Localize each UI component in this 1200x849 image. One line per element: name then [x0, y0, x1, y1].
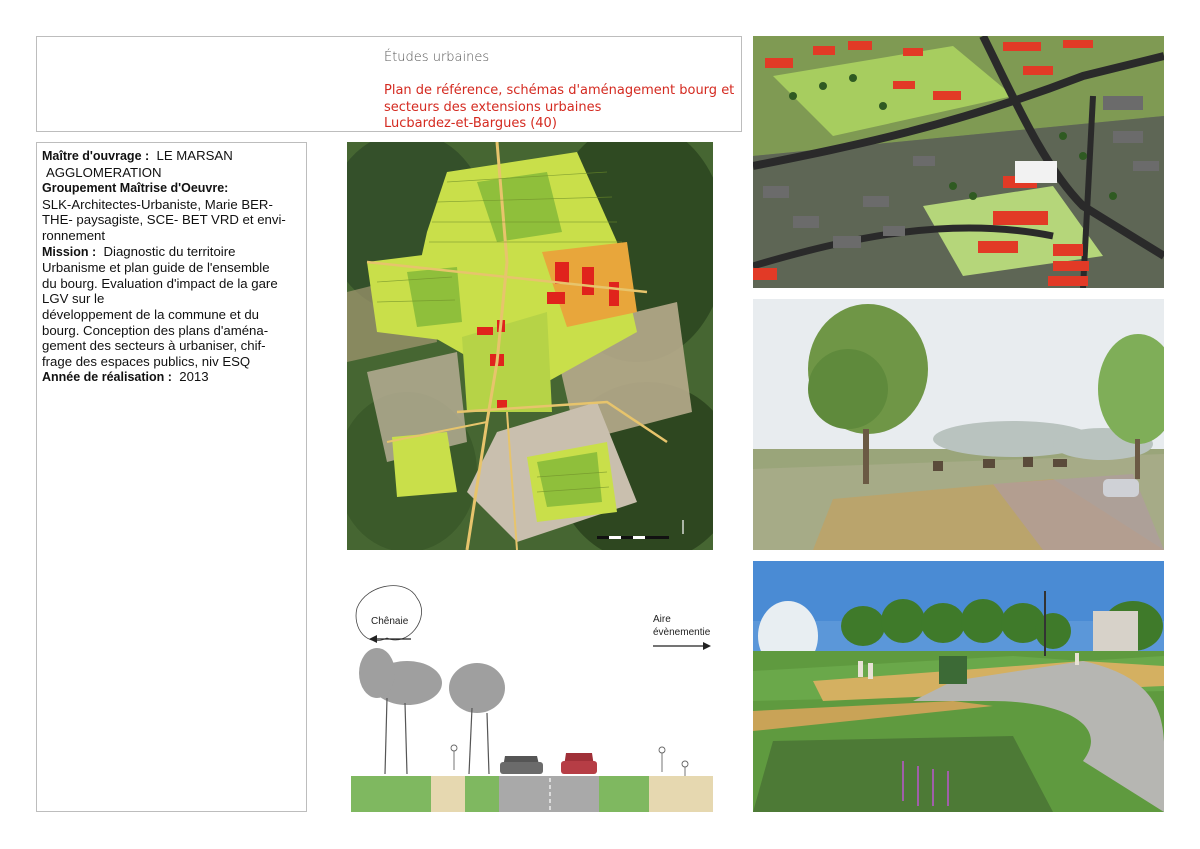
aerial-masterplan-image [347, 142, 713, 550]
year-value: 2013 [179, 369, 209, 385]
header-box [36, 36, 742, 132]
square-perspective-render-image [753, 561, 1164, 812]
project-info-box [36, 142, 307, 812]
section-right-label-2: évènementie [653, 627, 711, 638]
section-left-label: Chênaie [371, 616, 409, 627]
client-value-cont: AGGLOMERATION [46, 164, 162, 180]
team-line: ronnement [42, 227, 106, 243]
mission-line: frage des espaces publics, niv ESQ [42, 353, 251, 369]
project-title [384, 83, 735, 133]
street-section-drawing [347, 578, 713, 812]
client-value: LE MARSAN [156, 148, 233, 163]
3d-aerial-render-image [753, 36, 1164, 288]
year-row [42, 369, 300, 386]
mission-line: développement de la commune et du [42, 306, 260, 322]
client-label: Maître d'ouvrage : [42, 149, 150, 163]
mission-line: du bourg. Evaluation d'impact de la gare [42, 275, 278, 291]
mission-line: Urbanisme et plan guide de l'ensemble [42, 260, 270, 276]
mission-text: Diagnostic du territoire [103, 243, 236, 259]
mission-line: LGV sur le [42, 291, 105, 307]
year-label: Année de réalisation : [42, 370, 172, 385]
mission-line: bourg. Conception des plans d'aména- [42, 322, 269, 338]
team-label: Groupement Maîtrise d'Oeuvre: [42, 181, 229, 196]
title-line: secteurs des extensions urbaines [384, 99, 602, 115]
mission-row [42, 244, 300, 261]
title-line: Plan de référence, schémas d'aménagement bourg et [384, 83, 735, 98]
mission-label: Mission : [42, 244, 97, 259]
client-row [42, 148, 300, 165]
team-line: THE- paysagiste, SCE- BET VRD et envi- [42, 212, 286, 228]
team-line: SLK-Architectes-Urbaniste, Marie BER- [42, 196, 273, 212]
park-perspective-render-image [753, 299, 1164, 550]
category-label: Études urbaines [384, 50, 490, 65]
mission-line: gement des secteurs à urbaniser, chif- [42, 338, 266, 354]
title-line: Lucbardez-et-Bargues (40) [384, 116, 557, 131]
section-right-label-1: Aire [653, 614, 671, 625]
